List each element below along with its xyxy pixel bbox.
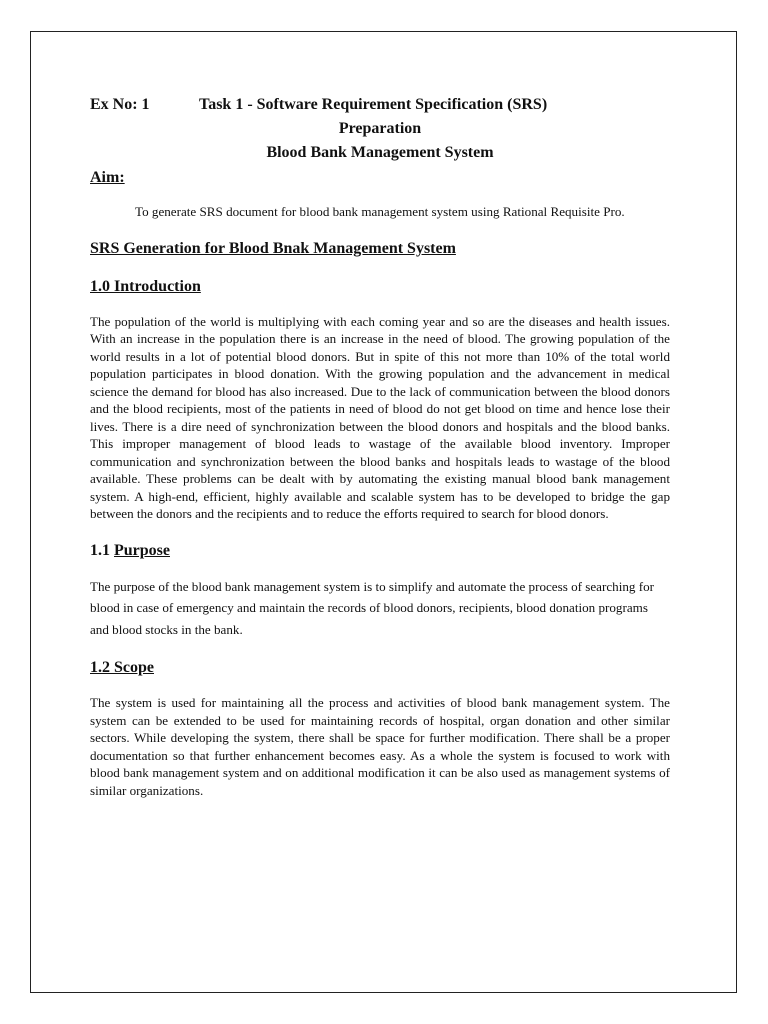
task-title: Task 1 - Software Requirement Specification (SRS)	[199, 96, 548, 113]
title-row	[90, 93, 670, 117]
srs-heading: SRS Generation for Blood Bnak Management System	[90, 239, 456, 257]
purpose-heading	[90, 540, 670, 562]
scope-heading: 1.2 Scope	[90, 659, 154, 676]
task-title-continued: Preparation	[338, 120, 422, 137]
scope-text: The system is used for maintaining all the process and activities of blood bank management system. The system can be extended to be used for maintaining records of hospital, organ donation and other similar sectors. While developing the system, there shall be space for further modification. There shall be a proper documentation so that further enhancement becomes easy. As a whole the system is focused to work with blood bank management system and on additional modification it can be also used as management systems of similar organizations.	[90, 695, 670, 798]
document-body	[90, 93, 670, 799]
introduction-heading: 1.0 Introduction	[90, 277, 201, 295]
purpose-title: Purpose	[114, 541, 170, 559]
purpose-text: The purpose of the blood bank management system is to simplify and automate the process of searching for blood in case of emergency and maintain the records of blood donors, recipients, blood donation programs and blood stocks in the bank.	[90, 578, 654, 637]
exercise-number: Ex No: 1	[90, 96, 150, 113]
aim-heading: Aim:	[90, 169, 125, 186]
system-name: Blood Bank Management System	[266, 144, 494, 161]
introduction-text: The population of the world is multiplying with each coming year and so are the diseases and health issues. With an increase in the population there is an increase in the need of blood. The growing population of the world results in a lot of potential blood donors. But in spite of this not more than 10% of the total world population participates in blood donation. With the growing population and the advancement in medical science the demand for blood has also increased. Due to the lack of communication between the blood donors and the blood recipients, most of the patients in need of blood do not get blood on time and hence lose their lives. There is a dire need of synchronization between the blood donors and hospitals and the blood banks. This improper management of blood leads to wastage of the available blood inventory. Improper communication and synchronization between the blood banks and hospitals leads to wastage of the blood available. These problems can be dealt with by automating the existing manual blood bank management system. A high-end, efficient, highly available and scalable system has to be developed to bridge the gap between the donors and the recipients and to reduce the efforts required to search for blood donors.	[90, 313, 670, 521]
purpose-number: 1.1	[90, 541, 110, 559]
aim-text: To generate SRS document for blood bank management system using Rational Requisite Pro.	[135, 204, 625, 219]
